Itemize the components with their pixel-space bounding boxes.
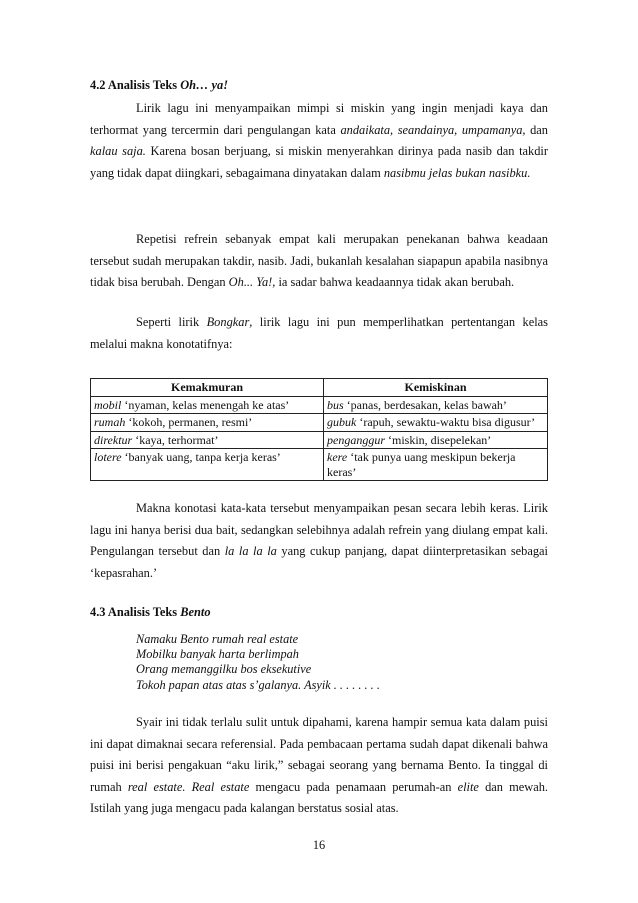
table-header-prosperity: Kemakmuran <box>91 379 324 397</box>
table-cell <box>91 396 324 414</box>
p1-text: Karena bosan berjuang, si miskin menyerahkan dirinya pada nasib dan takdir yang tidak dapat diingkari, sebagaimana dinyatakan dalam <box>90 144 548 180</box>
paragraph-3 <box>90 312 548 355</box>
p5-text: dan mewah. Istilah yang juga mengacu pada kalangan berstatus sosial atas. <box>90 779 548 816</box>
p1-text: dan <box>525 122 548 137</box>
lyric-line: Namaku Bento rumah real estate <box>136 632 299 646</box>
cell-word: gubuk <box>327 415 357 429</box>
p5-italic: elite <box>457 779 479 794</box>
p2-italic: Oh... Ya!, <box>228 275 276 290</box>
section-heading-4-2 <box>90 78 228 93</box>
cell-meaning: ‘rapuh, sewaktu-waktu bisa digusur’ <box>356 415 536 429</box>
paragraph-1 <box>90 98 548 184</box>
p4-text: yang cukup panjang, dapat diinterpretasikan sebagai ‘kepasrahan.’ <box>90 544 548 580</box>
connotation-table <box>90 378 548 481</box>
section-heading-title: Bento <box>180 605 211 619</box>
table-row <box>91 414 548 432</box>
page-number: 16 <box>312 838 326 852</box>
table-cell <box>91 449 324 481</box>
cell-word: direktur <box>94 432 133 447</box>
p1-italic: andaikata, seandainya, umpamanya, <box>340 122 526 137</box>
table-header-poverty: Kemiskinan <box>324 379 548 397</box>
p1-italic: kalau saja. <box>90 144 146 159</box>
cell-meaning: ‘miskin, disepelekan’ <box>385 432 492 447</box>
section-heading-4-3 <box>90 605 211 620</box>
p5-text: mengacu pada penamaan perumah-an <box>249 779 458 794</box>
p4-text: Makna konotasi kata-kata tersebut menyampaikan pesan secara lebih keras. Lirik lagu ini hanya berisi dua bait, sedangkan selebihnya adalah refrein yang diulang empat kali. Pengulangan tersebut dan <box>90 501 548 559</box>
table-cell <box>324 431 548 449</box>
paragraph-5 <box>90 712 548 820</box>
cell-meaning: ‘tak punya uang meskipun bekerja keras’ <box>327 450 516 479</box>
p3-text: , lirik lagu ini pun memperlihatkan pertentangan kelas melalui makna konotatifnya: <box>90 315 548 351</box>
p1-text: Lirik lagu ini menyampaikan mimpi si miskin yang ingin menjadi kaya dan terhormat yang tercermin dari pengulangan kata <box>90 101 548 137</box>
lyric-line: Orang memanggilku bos eksekutive <box>136 662 312 677</box>
table-cell <box>91 414 324 432</box>
cell-word: mobil <box>94 397 122 412</box>
cell-word: rumah <box>94 415 126 429</box>
section-heading-prefix: 4.2 Analisis Teks <box>90 78 181 92</box>
cell-word: bus <box>327 397 344 412</box>
paragraph-2 <box>90 229 548 294</box>
table-cell <box>91 431 324 449</box>
p3-text: Seperti lirik <box>136 315 207 329</box>
p5-text: Syair ini tidak terlalu sulit untuk dipahami, karena hampir semua kata dalam puisi ini dapat dimaknai secara referensial. Pada pembacaan pertama sudah dapat dikenali bahwa puisi ini berisi pengakuan “aku lirik,” sebagai seorang yang bernama Bento. Ia tinggal di rumah <box>90 715 548 794</box>
p2-text: Repetisi refrein sebanyak empat kali merupakan penekanan bahwa keadaan tersebut sudah merupakan takdir, nasib. Jadi, bukanlah kesalahan siapapun apabila nasibnya tidak bisa berubah. Dengan <box>90 232 548 290</box>
table-cell <box>324 449 548 481</box>
p5-italic: real estate. Real estate <box>127 779 250 794</box>
cell-word: lotere <box>94 450 122 464</box>
paragraph-4 <box>90 498 548 584</box>
lyric-line: Mobilku banyak harta berlimpah <box>136 647 299 662</box>
table-cell <box>324 414 548 432</box>
section-heading-prefix: 4.3 Analisis Teks <box>90 605 181 619</box>
cell-meaning: ‘banyak uang, tanpa kerja keras’ <box>121 450 281 464</box>
section-heading-title: Oh… ya! <box>180 78 229 92</box>
lyrics-block <box>136 632 380 693</box>
cell-meaning: ‘kaya, terhormat’ <box>132 432 219 447</box>
lyric-line: Tokoh papan atas atas s’galanya. Asyik . . . . . . . . <box>136 677 380 692</box>
cell-meaning: ‘panas, berdesakan, kelas bawah’ <box>343 397 507 412</box>
table-row <box>91 431 548 449</box>
table-row <box>91 396 548 414</box>
cell-meaning: ‘nyaman, kelas menengah ke atas’ <box>121 397 290 412</box>
p2-text: ia sadar bahwa keadaannya tidak akan berubah. <box>275 275 515 290</box>
p3-italic: Bongkar <box>206 315 250 329</box>
p4-italic: la la la la <box>224 544 277 559</box>
table-row <box>91 449 548 481</box>
cell-word: kere <box>327 450 348 464</box>
cell-meaning: ‘kokoh, permanen, resmi’ <box>125 415 253 429</box>
p1-italic: nasibmu jelas bukan nasibku. <box>383 165 531 180</box>
cell-word: penganggur <box>327 432 385 447</box>
table-cell <box>324 396 548 414</box>
